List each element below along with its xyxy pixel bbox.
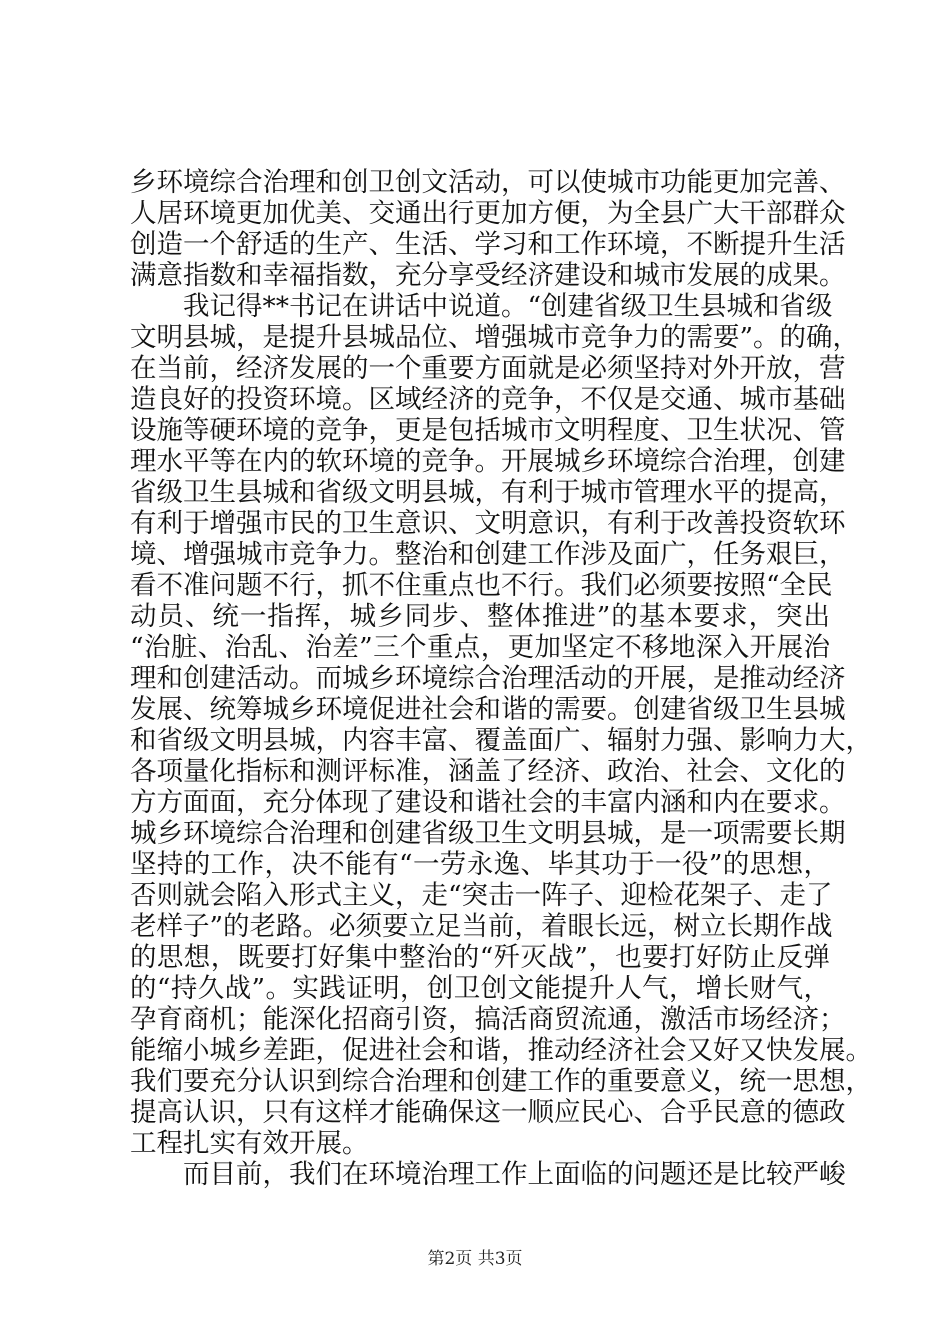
text-line: 造良好的投资环境。区域经济的竞争，不仅是交通、城市基础	[130, 384, 846, 415]
text-line: 看不准问题不行，抓不住重点也不行。我们必须要按照“全民	[130, 570, 833, 601]
text-line: 的“持久战”。实践证明，创卫创文能提升人气，增长财气，	[130, 973, 830, 1004]
text-line: 省级卫生县城和省级文明县城，有利于城市管理水平的提高，	[130, 477, 846, 508]
text-line: 和省级文明县城，内容丰富、覆盖面广、辐射力强、影响力大，	[130, 725, 872, 756]
text-line: 人居环境更加优美、交通出行更加方便，为全县广大干部群众	[130, 198, 846, 229]
text-line: 境、增强城市竞争力。整治和创建工作涉及面广，任务艰巨，	[130, 539, 846, 570]
text-line: 我们要充分认识到综合治理和创建工作的重要意义，统一思想，	[130, 1066, 872, 1097]
text-line: 而目前，我们在环境治理工作上面临的问题还是比较严峻	[130, 1159, 846, 1190]
text-line: 各项量化指标和测评标准，涵盖了经济、政治、社会、文化的	[130, 756, 846, 787]
text-line: 孕育商机；能深化招商引资，搞活商贸流通，激活市场经济；	[130, 1004, 846, 1035]
text-line: 有利于增强市民的卫生意识、文明意识，有利于改善投资软环	[130, 508, 846, 539]
text-line: 城乡环境综合治理和创建省级卫生文明县城，是一项需要长期	[130, 818, 846, 849]
page-number-footer: 第2页 共3页	[427, 1249, 523, 1269]
text-line: 坚持的工作，决不能有“一劳永逸、毕其功于一役”的思想，	[130, 849, 830, 880]
text-line: 我记得**书记在讲话中说道。“创建省级卫生县城和省级	[130, 291, 833, 322]
text-line: 提高认识，只有这样才能确保这一顺应民心、合乎民意的德政	[130, 1097, 846, 1128]
text-line: 老样子”的老路。必须要立足当前，着眼长远，树立长期作战	[130, 911, 833, 942]
text-line: 动员、统一指挥，城乡同步、整体推进”的基本要求，突出	[130, 601, 830, 632]
text-line: 创造一个舒适的生产、生活、学习和工作环境，不断提升生活	[130, 229, 846, 260]
text-line: “治脏、治乱、治差”三个重点，更加坚定不移地深入开展治	[130, 632, 830, 663]
text-line: 否则就会陷入形式主义，走“突击一阵子、迎检花架子、走了	[130, 880, 833, 911]
text-line: 理和创建活动。而城乡环境综合治理活动的开展，是推动经济	[130, 663, 846, 694]
text-line: 设施等硬环境的竞争，更是包括城市文明程度、卫生状况、管	[130, 415, 846, 446]
text-line: 发展、统筹城乡环境促进社会和谐的需要。创建省级卫生县城	[130, 694, 846, 725]
text-line: 方方面面，充分体现了建设和谐社会的丰富内涵和内在要求。	[130, 787, 846, 818]
text-line: 工程扎实有效开展。	[130, 1128, 369, 1159]
text-line: 文明县城，是提升县城品位、增强城市竞争力的需要”。的确，	[130, 322, 860, 353]
text-line: 在当前，经济发展的一个重要方面就是必须坚持对外开放，营	[130, 353, 846, 384]
text-line: 的思想，既要打好集中整治的“歼灭战”，也要打好防止反弹	[130, 942, 830, 973]
document-body	[130, 167, 872, 1190]
text-line: 能缩小城乡差距，促进社会和谐，推动经济社会又好又快发展。	[130, 1035, 872, 1066]
text-line: 乡环境综合治理和创卫创文活动，可以使城市功能更加完善、	[130, 167, 846, 198]
text-line: 满意指数和幸福指数，充分享受经济建设和城市发展的成果。	[130, 260, 846, 291]
text-line: 理水平等在内的软环境的竞争。开展城乡环境综合治理，创建	[130, 446, 846, 477]
